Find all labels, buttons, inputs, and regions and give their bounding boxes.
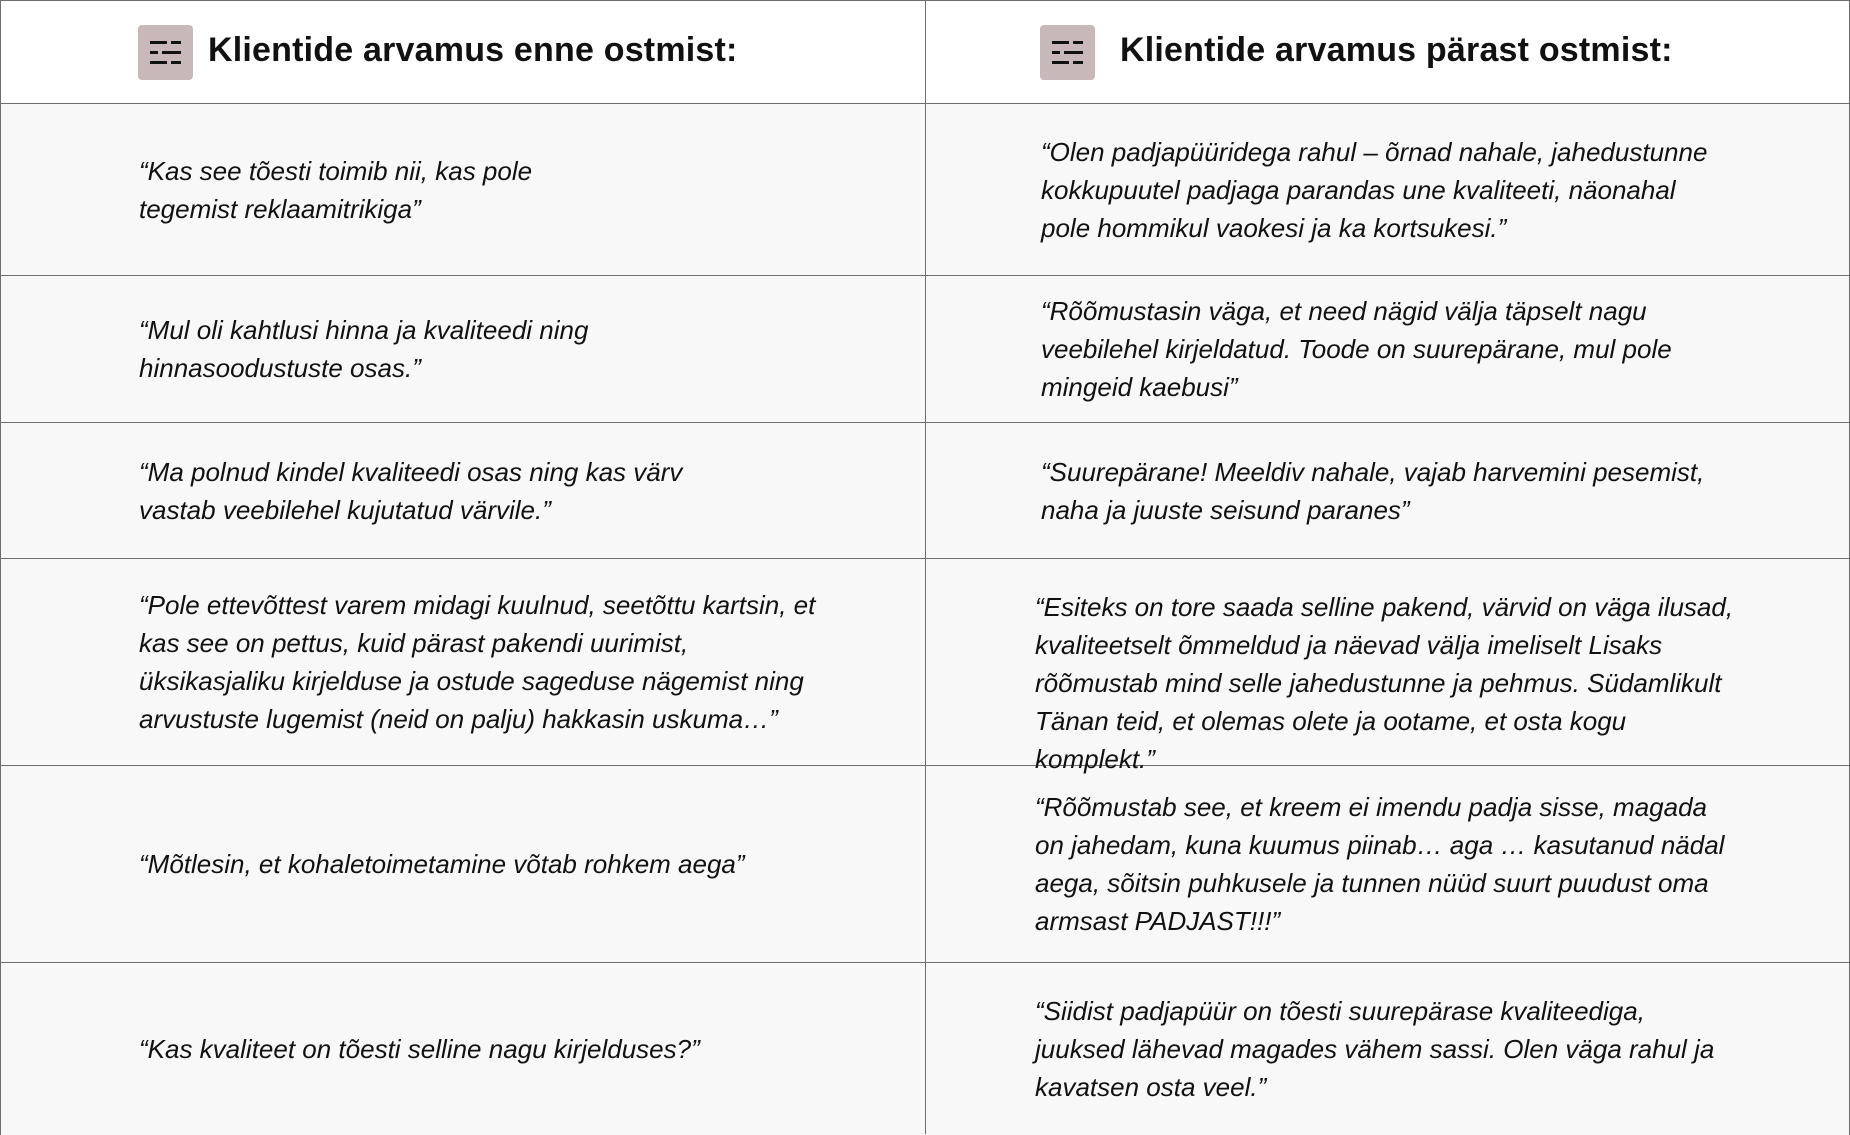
column-divider [925,1,926,1134]
review-after: “Rõõmustasin väga, et need nägid välja täpselt nagu veebilehel kirjeldatud. Toode on suurepärane, mul pole mingeid kaebusi” [1041,296,1672,402]
review-before: “Mul oli kahtlusi hinna ja kvaliteedi ning hinnasoodustuste osas.” [139,315,589,383]
review-before: “Mõtlesin, et kohaletoimetamine võtab rohkem aega” [139,849,745,879]
review-after: “Suurepärane! Meeldiv nahale, vajab harvemini pesemist, naha ja juuste seisund paranes” [1041,456,1705,525]
review-after: “Rõõmustab see, et kreem ei imendu padja sisse, magada on jahedam, kuna kuumus piinab… aga … kasutanud nädal aega, sõitsin puhkusele ja tunnen nüüd suurt puudust oma armsast PADJAST!!!” [1035,792,1725,936]
review-before: “Kas kvaliteet on tõesti selline nagu kirjelduses?” [139,1034,700,1064]
review-after: “Olen padjapüüridega rahul – õrnad nahale, jahedustunne kokkupuutel padjaga parandas une kvaliteeti, näonahal pole hommikul vaokesi ja ka kortsukesi.” [1041,136,1708,243]
review-before: “Pole ettevõttest varem midagi kuulnud, seetõttu kartsin, et kas see on pettus, kuid pärast pakendi uurimist, üksikasjaliku kirjelduse ja ostude sageduse nägemist ning arvustuste lugemist (neid on palju) hakkasin uskuma…” [139,590,816,734]
review-before: “Ma polnud kindel kvaliteedi osas ning kas värv vastab veebilehel kujutatud värvile.” [139,456,683,525]
header-after [926,1,1849,103]
column-title-before: Klientide arvamus enne ostmist: [208,31,738,69]
review-before: “Kas see tõesti toimib nii, kas pole tegemist reklaamitrikiga” [139,155,533,224]
review-after: “Siidist padjapüür on tõesti suurepärase kvaliteediga, juuksed lähevad magades vähem sassi. Olen väga rahul ja kavatsen osta veel.” [1035,996,1715,1102]
review-after: “Esiteks on tore saada selline pakend, värvid on väga ilusad, kvaliteetselt õmmeldud ja näevad välja imeliselt Lisaks rõõmustab mind selle jahedustunne ja pehmus. Südamlikult Tänan teid, et olemas olete ja ootame, et osta kogu komplekt.” [1035,592,1734,774]
column-title-after: Klientide arvamus pärast ostmist: [1120,31,1673,69]
list-dash-icon [138,25,193,80]
list-dash-icon [1040,25,1095,80]
header-before [1,1,925,103]
